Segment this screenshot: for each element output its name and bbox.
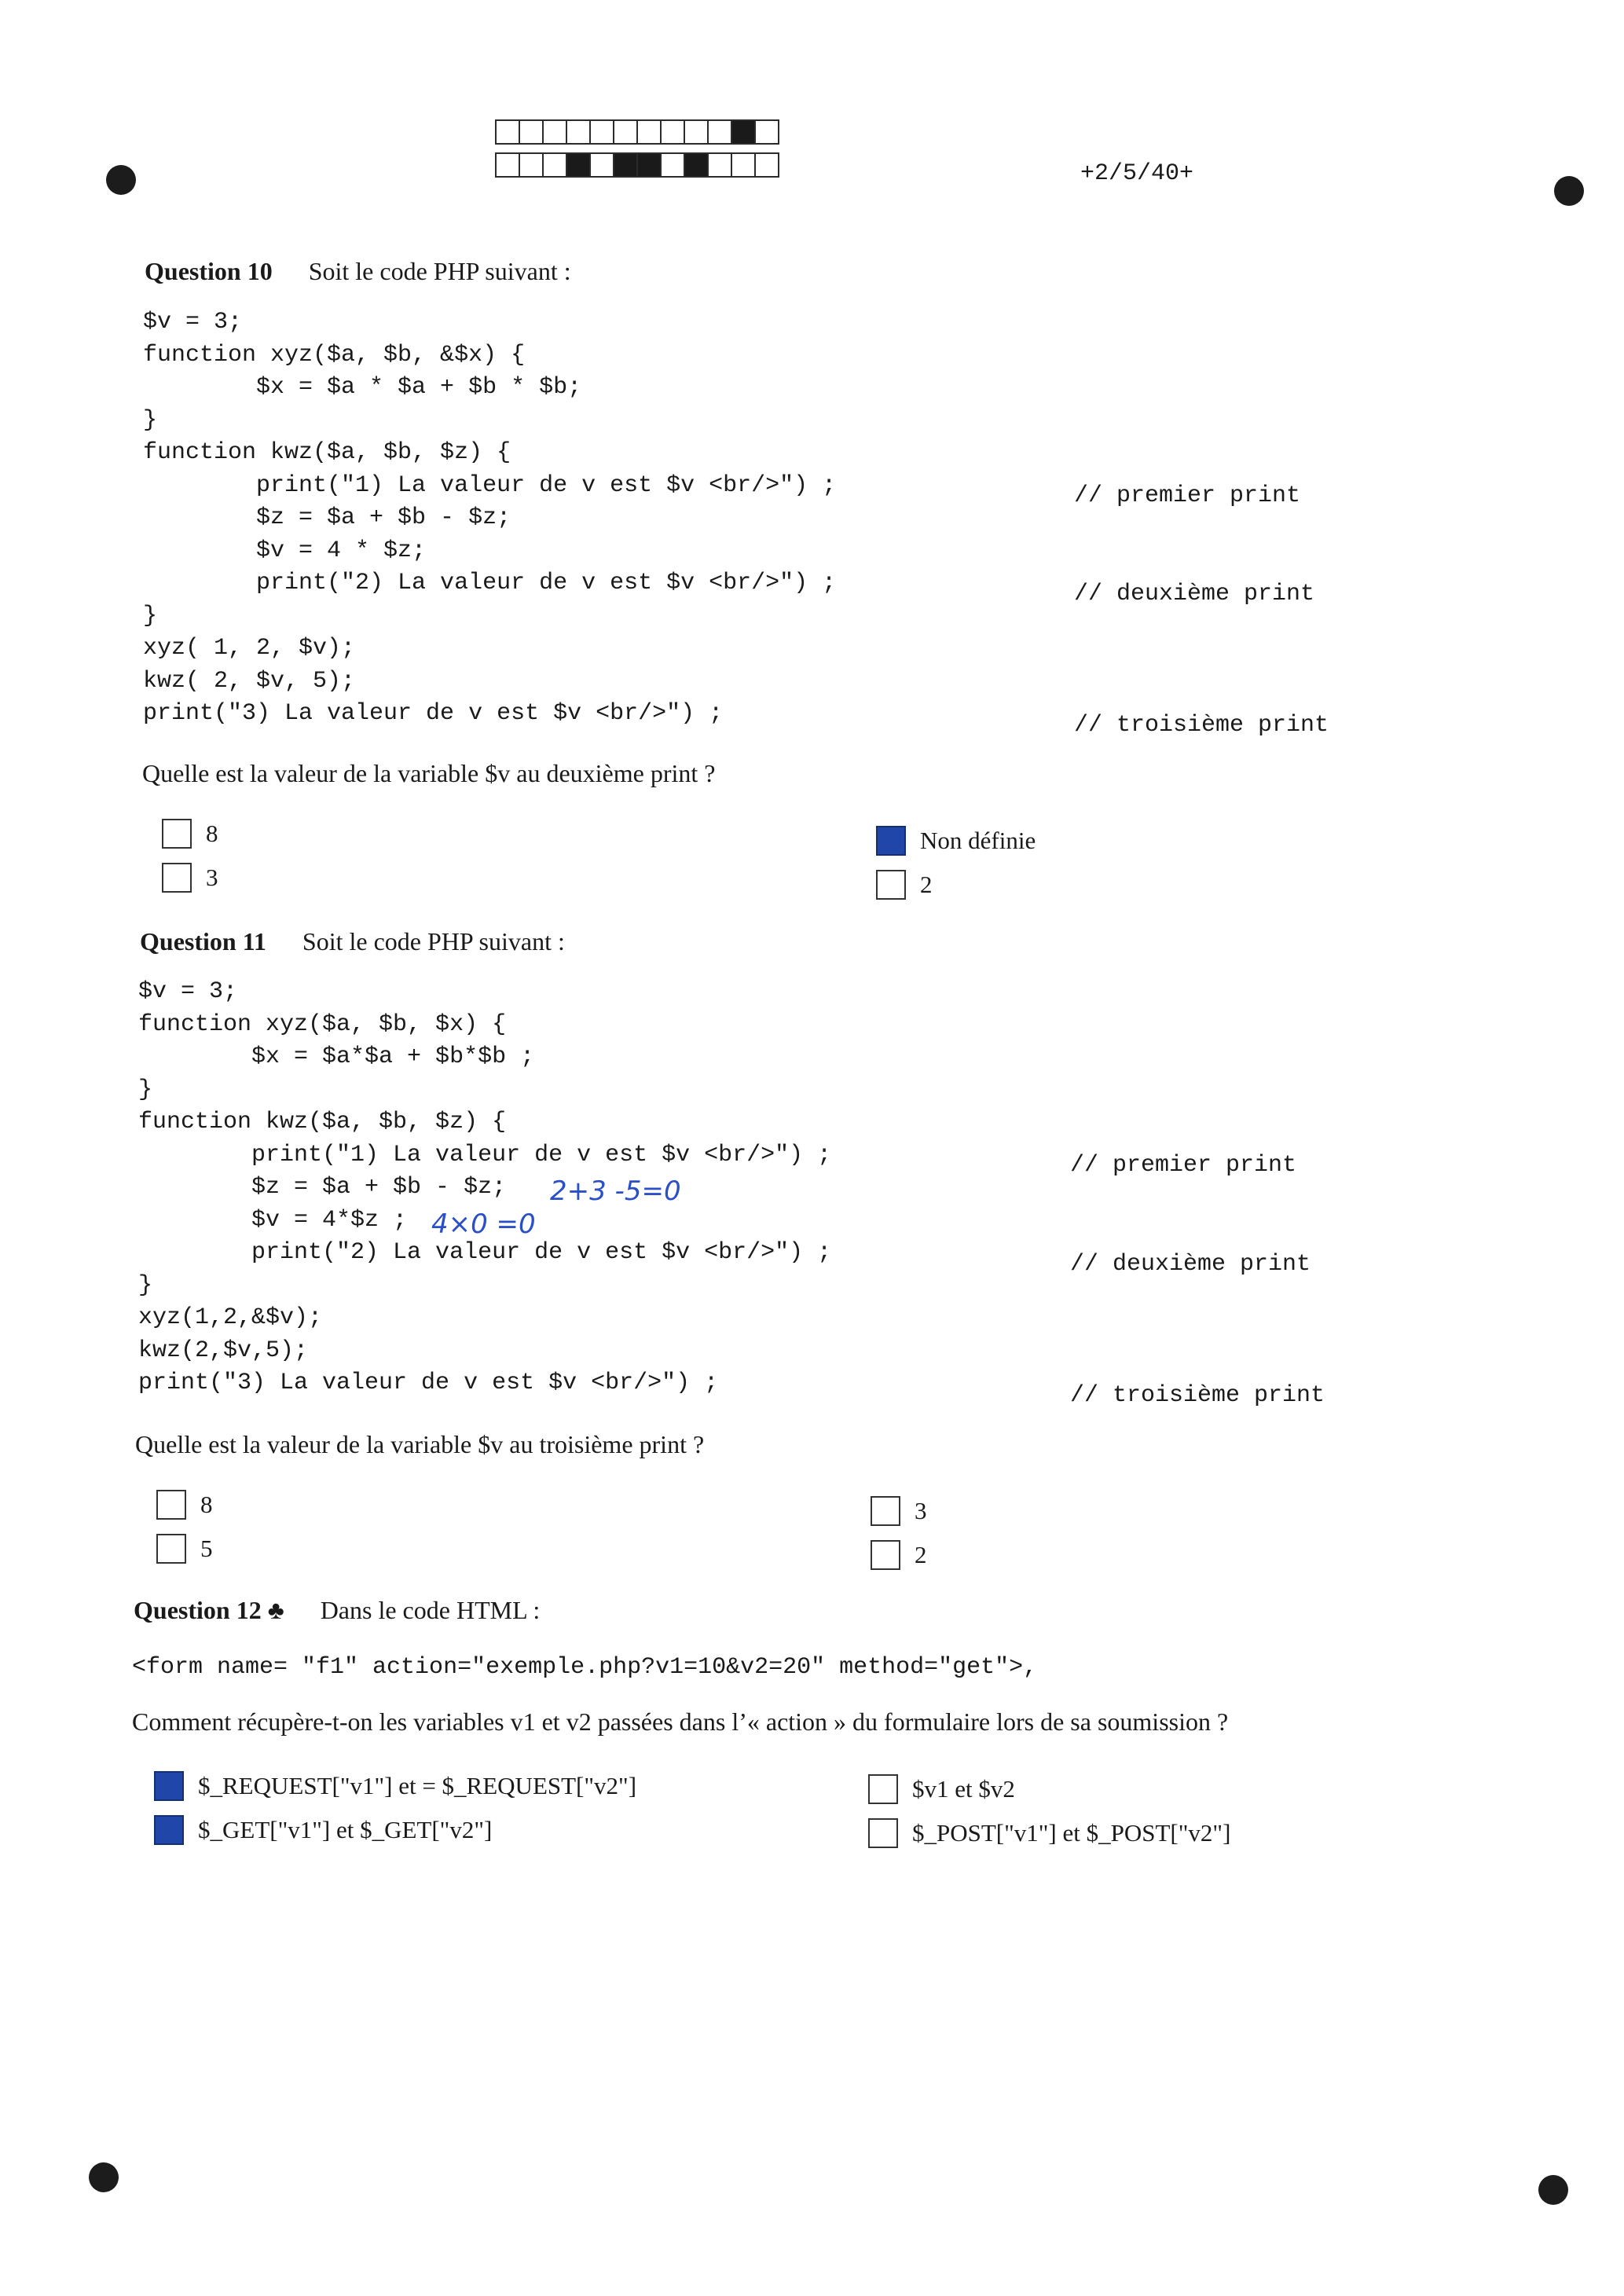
barcode-row-2 [495,152,778,178]
barcode-cell-empty [519,119,544,145]
q10-option-non-definie[interactable] [876,826,1036,856]
question-11-comment-premier: // premier print [1070,1152,1297,1179]
checkbox-checked[interactable] [154,1815,184,1845]
question-10-code: $v = 3; function xyz($a, $b, &$x) { $x = $a * $a + $b * $b; } function kwz($a, $b, $z) { print("1) La valeur de v est $v <br/>") ; $z = $a + $b - $z; $v = 4 * $z; print("2) La valeur de v est $v <br/>") ; } xyz( 1, 2, $v); kwz( 2, $v, 5); print("3) La valeur de v est $v <br/>") ; [143,309,837,727]
q12-option-v1-v2[interactable] [868,1774,1015,1804]
barcode-cell-empty [731,152,756,178]
checkbox-checked[interactable] [876,826,906,856]
handwritten-note-1: 2+3 -5=0 [550,1176,681,1207]
question-11-number: Question 11 [140,927,266,955]
barcode-cell-empty [660,152,685,178]
barcode-cell-filled [566,152,591,178]
question-11-intro: Soit le code PHP suivant : [302,927,565,955]
checkbox[interactable] [868,1818,898,1848]
option-label: 2 [915,1541,927,1568]
option-label: Non définie [920,827,1036,854]
question-11-code: $v = 3; function xyz($a, $b, $x) { $x = $a*$a + $b*$b ; } function kwz($a, $b, $z) { print("1) La valeur de v est $v <br/>") ; $z = $a + $b - $z; $v = 4*$z ; print("2) La valeur de v est $v <br/>") ; } xyz(1,2,&$v); kwz(2,$v,5); print("3) La valeur de v est $v <br/>") ; [138,978,832,1396]
option-label: 3 [915,1497,927,1524]
option-label: 8 [200,1491,213,1518]
checkbox[interactable] [162,819,192,849]
registration-mark-bottom-left [89,2162,119,2192]
barcode-cell-empty [707,119,732,145]
q12-option-request[interactable] [154,1771,636,1801]
question-12-prompt: Comment récupère-t-on les variables v1 et v2 passées dans l’« action » du formulaire lors de sa soumission ? [132,1707,1229,1736]
barcode-cell-empty [636,119,662,145]
page-identifier: +2/5/40+ [1080,160,1194,187]
barcode-cell-empty [566,119,591,145]
barcode-cell-empty [589,152,614,178]
question-11-comment-troisieme: // troisième print [1070,1382,1325,1409]
barcode-cell-filled [613,152,638,178]
barcode-cell-empty [754,152,779,178]
registration-mark-top-left [106,165,136,195]
question-10-prompt: Quelle est la valeur de la variable $v au deuxième print ? [142,759,716,787]
question-11-prompt: Quelle est la valeur de la variable $v au troisième print ? [135,1430,705,1458]
barcode-cell-empty [542,119,567,145]
checkbox-checked[interactable] [154,1771,184,1801]
barcode-cell-empty [589,119,614,145]
checkbox[interactable] [876,870,906,900]
barcode-cell-empty [754,119,779,145]
barcode-cell-filled [684,152,709,178]
question-11-header [140,927,565,956]
barcode-cell-filled [636,152,662,178]
barcode-cell-empty [519,152,544,178]
option-label: $_REQUEST["v1"] et = $_REQUEST["v2"] [198,1772,637,1799]
question-12-number: Question 12 ♣ [134,1596,284,1624]
checkbox[interactable] [871,1540,900,1570]
question-10-header [145,257,571,286]
question-10-intro: Soit le code PHP suivant : [308,257,571,285]
handwritten-note-2: 4×0 =0 [431,1209,536,1240]
question-10-comment-troisieme: // troisième print [1074,712,1329,739]
checkbox[interactable] [156,1490,186,1520]
q11-option-3[interactable] [871,1496,927,1526]
barcode-cell-empty [495,119,520,145]
option-label: 3 [206,864,218,891]
question-12-intro: Dans le code HTML : [320,1596,541,1624]
q10-option-3[interactable] [162,863,218,893]
option-label: 8 [206,820,218,847]
question-12-code: <form name= "f1" action="exemple.php?v1=10&v2=20" method="get">, [132,1654,1038,1681]
barcode-row-1 [495,119,778,145]
q11-option-2[interactable] [871,1540,927,1570]
q12-option-get[interactable] [154,1815,492,1845]
option-label: $_GET["v1"] et $_GET["v2"] [198,1816,493,1843]
question-12-header [134,1596,540,1625]
option-label: $_POST["v1"] et $_POST["v2"] [912,1819,1231,1847]
option-label: 2 [920,871,933,898]
question-10-number: Question 10 [145,257,273,285]
q10-option-2[interactable] [876,870,933,900]
barcode-cell-empty [613,119,638,145]
checkbox[interactable] [156,1534,186,1564]
barcode-cell-empty [707,152,732,178]
registration-mark-bottom-right [1538,2175,1568,2205]
barcode-cell-empty [660,119,685,145]
q10-option-8[interactable] [162,819,218,849]
registration-mark-top-right [1554,176,1584,206]
checkbox[interactable] [871,1496,900,1526]
option-label: $v1 et $v2 [912,1775,1015,1803]
q11-option-5[interactable] [156,1534,213,1564]
barcode-cell-empty [542,152,567,178]
q12-option-post[interactable] [868,1818,1230,1848]
question-10-comment-deuxieme: // deuxième print [1074,581,1315,607]
barcode-cell-filled [731,119,756,145]
question-10-comment-premier: // premier print [1074,482,1301,509]
option-label: 5 [200,1535,213,1562]
q11-option-8[interactable] [156,1490,213,1520]
question-11-comment-deuxieme: // deuxième print [1070,1251,1311,1278]
barcode-cell-empty [495,152,520,178]
checkbox[interactable] [162,863,192,893]
checkbox[interactable] [868,1774,898,1804]
barcode-cell-empty [684,119,709,145]
